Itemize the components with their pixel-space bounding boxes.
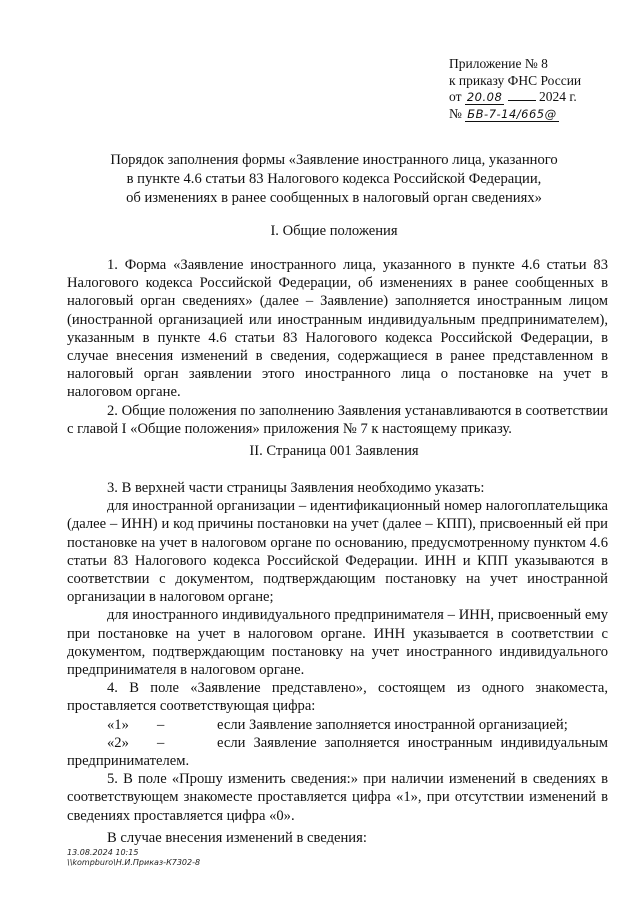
- section-1-heading: I. Общие положения: [270, 223, 398, 239]
- title-line-2: в пункте 4.6 статьи 83 Налогового кодекса Российской Федерации,: [126, 171, 542, 187]
- footer-timestamp: 13.08.2024 10:15: [67, 848, 139, 857]
- number-prefix: №: [449, 105, 462, 121]
- appendix-title: Приложение № 8: [449, 56, 548, 71]
- code-2-line: [67, 734, 608, 770]
- title-line-1: Порядок заполнения формы «Заявление иностранного лица, указанного: [110, 152, 558, 168]
- appendix-number: [449, 106, 609, 123]
- paragraph-6: В случае внесения изменений в сведения:: [107, 829, 367, 846]
- footer-metadata: [67, 848, 200, 868]
- appendix-date: [449, 89, 609, 106]
- appendix-order-ref: к приказу ФНС России: [449, 72, 582, 88]
- handwritten-number: БВ-7-14/665@: [467, 106, 557, 121]
- date-underline: [508, 100, 536, 101]
- paragraph-4: 4. В поле «Заявление представлено», состоящем из одного знакоместа, проставляется соответствующая цифра:: [67, 680, 608, 715]
- code-1-text: если Заявление заполняется иностранной организацией;: [217, 716, 568, 733]
- code-1-line: [67, 716, 608, 734]
- section-1-body: [67, 256, 608, 438]
- title-line-3: об изменениях в ранее сообщенных в налоговый орган сведениях»: [126, 190, 542, 206]
- paragraph-2: 2. Общие положения по заполнению Заявления устанавливаются в соответствии с главой I «Общие положения» приложения № 7 к настоящему приказу.: [67, 402, 608, 437]
- section-2-body: [67, 479, 608, 847]
- date-suffix: 2024 г.: [539, 89, 577, 104]
- document-title: [60, 151, 608, 208]
- code-1-dash: –: [157, 716, 165, 733]
- footer-file-path: \\kompburo\Н.И.Приказ-К7302-8: [67, 858, 201, 867]
- date-prefix: от: [449, 89, 462, 104]
- paragraph-3: 3. В верхней части страницы Заявления необходимо указать:: [107, 480, 485, 496]
- paragraph-1: 1. Форма «Заявление иностранного лица, указанного в пункте 4.6 статьи 83 Налогового кодекса Российской Федерации, об изменениях в ранее сообщенных в налоговый орган сведениях» (далее – Заявление) заполняется иностранным лицом (иностранной организацией или иностранным индивидуальным предпринимателем), указанным в пункте 4.6 статьи 83 Налогового кодекса Российской Федерации, в случае внесения изменений в сведения, содержащиеся в ранее представленном в налоговый орган заявлении этого иностранного лица о постановке на учет в налоговом органе.: [67, 257, 608, 401]
- paragraph-3b: для иностранного индивидуального предпринимателя – ИНН, присвоенный ему при постановке на учет в налоговом органе. ИНН указывается в соответствии с документом, подтверждающим постановку на учет иностранного индивидуального предпринимателя в налоговом органе.: [67, 607, 608, 679]
- code-2-dash: –: [157, 734, 165, 751]
- appendix-header: [449, 56, 609, 122]
- code-2-value: «2»: [107, 734, 129, 751]
- section-2-heading: II. Страница 001 Заявления: [249, 443, 419, 459]
- paragraph-3a: для иностранной организации – идентификационный номер налогоплательщика (далее – ИНН) и код причины постановки на учет (далее – КПП), присвоенный ей при постановке на учет в налоговом органе по основанию, предусмотренному пунктом 4.6 статьи 83 Налогового кодекса Российской Федерации. ИНН и КПП указываются в соответствии с документом, подтверждающим постановку на учет иностранной организации в налоговом органе;: [67, 498, 608, 606]
- handwritten-date: 20.08: [466, 90, 503, 104]
- code-2-text: если Заявление заполняется иностранным индивидуальным предпринимателем.: [67, 734, 608, 770]
- code-1-value: «1»: [107, 716, 129, 733]
- paragraph-5: 5. В поле «Прошу изменить сведения:» при наличии изменений в сведениях в соответствующем знакоместе проставляется цифра «1», при отсутствии изменений в сведениях проставляется цифра «0».: [67, 771, 608, 824]
